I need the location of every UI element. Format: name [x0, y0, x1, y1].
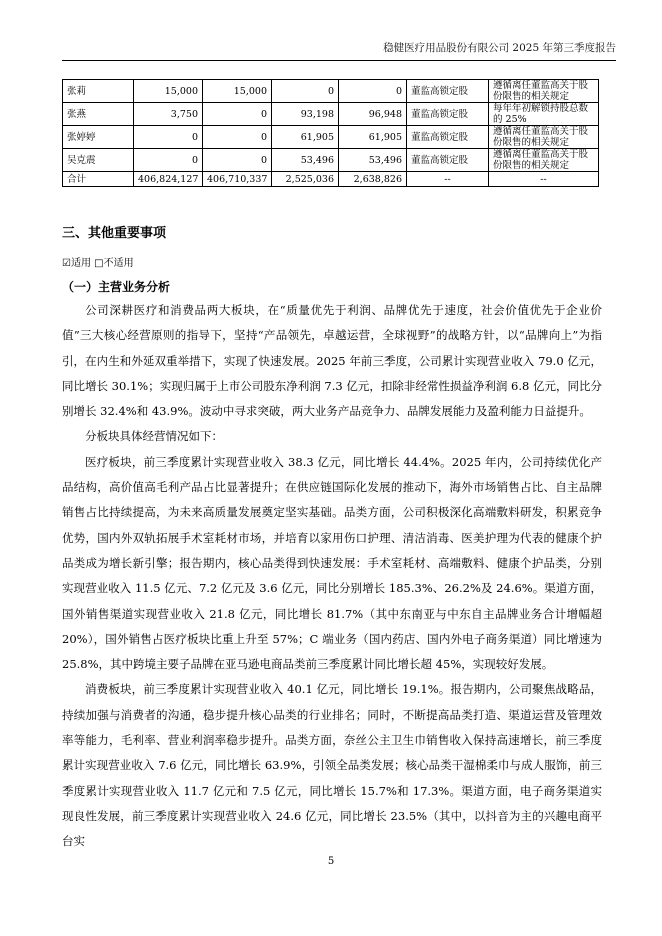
table-total-row	[63, 172, 599, 187]
paragraph-overview: 公司深耕医疗和消费品两大板块，在“质量优先于利润、品牌优先于速度，社会价值优先于企业价值”三大核心经营原则的指导下，坚持“产品领先，卓越运营，全球视野”的战略方针，以“品牌向上”为指引，在内生和外延双重举措下，实现了快速发展。2025 年前三季度，公司累计实现营业收入 79.0 亿元，同比增长 30.1%；实现归属于上市公司股东净利润 7.3 亿元，扣除非经常性损益净利润 6.8 亿元，同比分别增长 32.4%和 43.9%。波动中寻求突破，两大业务产品竞争力、品牌发展能力及盈利能力日益提升。	[62, 303, 602, 419]
cell-c4: 61,905	[339, 126, 407, 149]
cell-note: 每年年初解锁持股总数的 25%	[489, 103, 599, 126]
cell-c1: 15,000	[134, 80, 203, 103]
cell-note: 遵循离任董监高关于股份限售的相关规定	[489, 80, 599, 103]
cell-c2: 406,710,337	[203, 172, 272, 187]
applicability-options: ☑适用 □不适用	[62, 258, 134, 269]
subsection-title: （一）主营业务分析	[62, 280, 171, 294]
cell-c1: 406,824,127	[134, 172, 203, 187]
cell-name: 张婷婷	[63, 126, 134, 149]
table-row	[63, 126, 599, 149]
cell-note: 遵循离任董监高关于股份限售的相关规定	[489, 149, 599, 172]
cell-c2: 0	[203, 126, 272, 149]
cell-reason: 董监高锁定股	[407, 80, 489, 103]
table-row	[63, 149, 599, 172]
paragraph-consumer: 消费板块，前三季度累计实现营业收入 40.1 亿元，同比增长 19.1%。报告期内，公司聚焦战略品，持续加强与消费者的沟通，稳步提升核心品类的行业排名；同时，不断提高品类打造、渠道运营及管理效率等能力，毛利率、营业利润率稳步提升。品类方面，奈丝公主卫生巾销售收入保持高速增长，前三季度累计实现营业收入 7.6 亿元，同比增长 63.9%，引领全品类发展；核心品类干湿棉柔巾与成人服饰，前三季度累计实现营业收入 11.7 亿元和 7.5 亿元，同比增长 15.7%和 17.3%。渠道方面，电子商务渠道实现良性发展，前三季度累计实现营业收入 24.6 亿元，同比增长 23.5%（其中，以抖音为主的兴趣电商平台实	[62, 682, 602, 849]
table-row	[63, 103, 599, 126]
cell-c3: 0	[272, 80, 339, 103]
cell-name: 合计	[63, 172, 134, 187]
cell-reason: 董监高锁定股	[407, 103, 489, 126]
cell-c2: 15,000	[203, 80, 272, 103]
cell-c1: 3,750	[134, 103, 203, 126]
restricted-shares-table	[62, 79, 599, 187]
paragraph-segment-intro: 分板块具体经营情况如下：	[85, 429, 223, 444]
table-row	[63, 80, 599, 103]
cell-c1: 0	[134, 126, 203, 149]
cell-name: 张燕	[63, 103, 134, 126]
cell-name: 张莉	[63, 80, 134, 103]
page-number: 5	[327, 856, 335, 867]
paragraph-medical: 医疗板块，前三季度累计实现营业收入 38.3 亿元，同比增长 44.4%。2025 年内，公司持续优化产品结构，高价值高毛利产品占比显著提升；在供应链国际化发展的推动下，海外市场销售占比、自主品牌销售占比持续提高，为未来高质量发展奠定坚实基础。品类方面，公司积极深化高端敷料研发，积累竞争优势，国内外双轨拓展手术室耗材市场，并培育以家用伤口护理、清洁消毒、医美护理为代表的健康个护品类成为增长新引擎；报告期内，核心品类得到快速发展：手术室耗材、高端敷料、健康个护品类，分别实现营业收入 11.5 亿元、7.2 亿元及 3.6 亿元，同比分别增长 185.3%、26.2%及 24.6%。渠道方面，国外销售渠道实现营业收入 21.8 亿元，同比增长 81.7%（其中东南亚与中东自主品牌业务合计增幅超 20%），国外销售占医疗板块比重上升至 57%；C 端业务（国内药店、国内外电子商务渠道）同比增速为 25.8%，其中跨境主要子品牌在亚马逊电商品类前三季度累计同比增长超 45%，实现较好发展。	[62, 454, 602, 672]
cell-c3: 2,525,036	[272, 172, 339, 187]
cell-reason: 董监高锁定股	[407, 126, 489, 149]
section-title: 三、其他重要事项	[62, 226, 167, 241]
cell-c3: 61,905	[272, 126, 339, 149]
header-divider	[62, 60, 616, 61]
cell-c4: 2,638,826	[339, 172, 407, 187]
cell-c3: 53,496	[272, 149, 339, 172]
cell-c4: 96,948	[339, 103, 407, 126]
cell-c3: 93,198	[272, 103, 339, 126]
cell-c4: 0	[339, 80, 407, 103]
cell-note: 遵循离任董监高关于股份限售的相关规定	[489, 126, 599, 149]
page-header: 稳健医疗用品股份有限公司 2025 年第三季度报告	[383, 42, 616, 54]
cell-reason: 董监高锁定股	[407, 149, 489, 172]
cell-note: --	[489, 172, 599, 187]
cell-name: 吴克震	[63, 149, 134, 172]
business-analysis-text	[62, 298, 602, 855]
cell-c2: 0	[203, 149, 272, 172]
cell-c4: 53,496	[339, 149, 407, 172]
cell-c1: 0	[134, 149, 203, 172]
cell-reason: --	[407, 172, 489, 187]
cell-c2: 0	[203, 103, 272, 126]
